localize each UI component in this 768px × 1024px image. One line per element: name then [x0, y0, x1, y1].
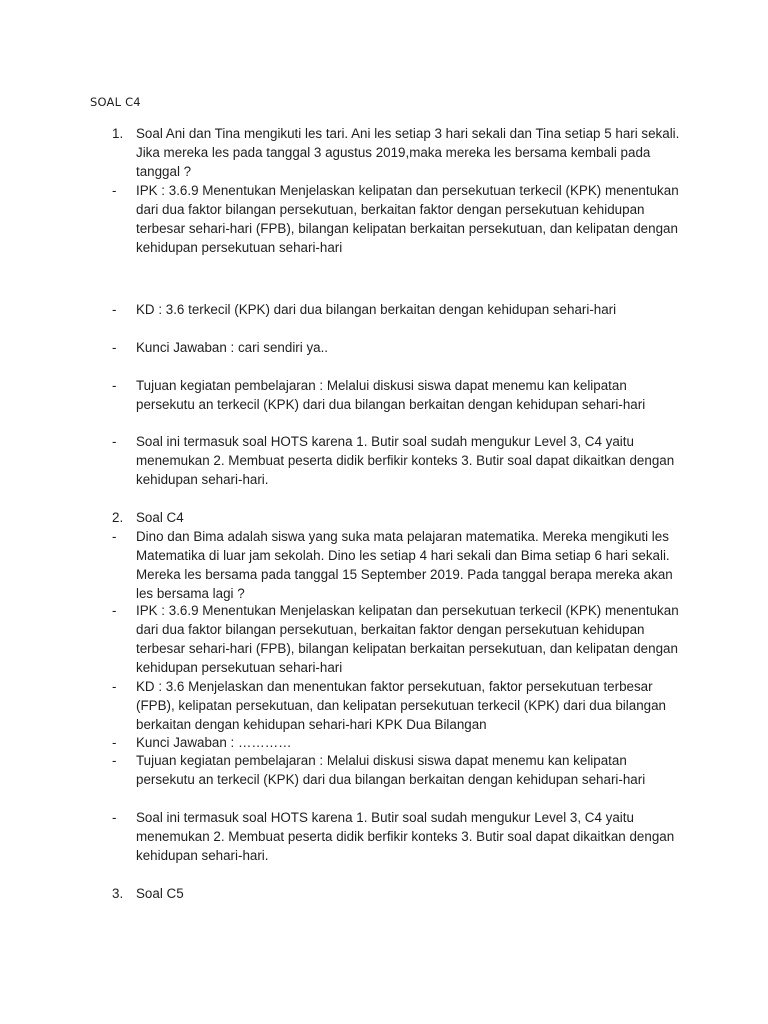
list-item-text: IPK : 3.6.9 Menentukan Menjelaskan kelipatan dan persekutuan terkecil (KPK) menentukan dari dua faktor bilangan persekutuan, berkaitan faktor dengan persekutuan kehidupan terbesar sehari-hari (FPB), bilangan kelipatan berkaitan persekutuan, dan kelipatan dengan kehidupan persekutuan sehari-hari — [136, 183, 679, 255]
list-marker: - — [112, 679, 117, 694]
list-marker: - — [112, 810, 117, 825]
list-marker: - — [112, 302, 117, 317]
list-item-text: Soal ini termasuk soal HOTS karena 1. Butir soal sudah mengukur Level 3, C4 yaitu menemukan 2. Membuat peserta didik berfikir konteks 3. Butir soal dapat dikaitkan dengan kehidupan sehari-hari. — [136, 810, 675, 863]
list-item-text: Soal ini termasuk soal HOTS karena 1. Butir soal sudah mengukur Level 3, C4 yaitu menemukan 2. Membuat peserta didik berfikir konteks 3. Butir soal dapat dikaitkan dengan kehidupan sehari-hari. — [136, 434, 675, 487]
list-marker: - — [112, 753, 117, 768]
list-marker: 3. — [112, 886, 124, 901]
list-marker: - — [112, 378, 117, 393]
list-item-text: Soal C5 — [136, 886, 184, 901]
document-heading: SOAL C4 — [90, 95, 141, 109]
list-marker: - — [112, 603, 117, 618]
list-marker: - — [112, 183, 117, 198]
list-item-text: Tujuan kegiatan pembelajaran : Melalui diskusi siswa dapat menemu kan kelipatan persekutu an terkecil (KPK) dari dua bilangan berkaitan dengan kehidupan sehari-hari — [136, 378, 646, 412]
list-item-text: Tujuan kegiatan pembelajaran : Melalui diskusi siswa dapat menemu kan kelipatan persekutu an terkecil (KPK) dari dua bilangan berkaitan dengan kehidupan sehari-hari — [136, 753, 646, 787]
list-marker: - — [112, 529, 117, 544]
list-item-text: Soal Ani dan Tina mengikuti les tari. Ani les setiap 3 hari sekali dan Tina setiap 5 hari sekali. Jika mereka les pada tanggal 3 agustus 2019,maka mereka les bersama kembali pada tanggal ? — [136, 126, 680, 179]
list-item-text: KD : 3.6 terkecil (KPK) dari dua bilangan berkaitan dengan kehidupan sehari-hari — [136, 302, 617, 317]
list-marker: 2. — [112, 510, 124, 525]
list-item-text: KD : 3.6 Menjelaskan dan menentukan faktor persekutuan, faktor persekutuan terbesar (FPB), kelipatan persekutuan, dan kelipatan persekutuan terkecil (KPK) dari dua bilangan berkaitan dengan kehidupan sehari-hari KPK Dua Bilangan — [136, 679, 666, 732]
list-item-text: Dino dan Bima adalah siswa yang suka mata pelajaran matematika. Mereka mengikuti les Matematika di luar jam sekolah. Dino les setiap 4 hari sekali dan Bima setiap 6 hari sekali. Mereka les bersama pada tanggal 15 September 2019. Pada tanggal berapa mereka akan les bersama lagi ? — [136, 529, 673, 601]
list-item-text: Kunci Jawaban : ………… — [136, 735, 292, 750]
list-marker: 1. — [112, 126, 124, 141]
list-item-text: Kunci Jawaban : cari sendiri ya.. — [136, 340, 329, 355]
list-marker: - — [112, 735, 117, 750]
list-item-text: Soal C4 — [136, 510, 184, 525]
list-marker: - — [112, 434, 117, 449]
list-marker: - — [112, 340, 117, 355]
list-item-text: IPK : 3.6.9 Menentukan Menjelaskan kelipatan dan persekutuan terkecil (KPK) menentukan dari dua faktor bilangan persekutuan, berkaitan faktor dengan persekutuan kehidupan terbesar sehari-hari (FPB), bilangan kelipatan berkaitan persekutuan, dan kelipatan dengan kehidupan persekutuan sehari-hari — [136, 603, 679, 675]
